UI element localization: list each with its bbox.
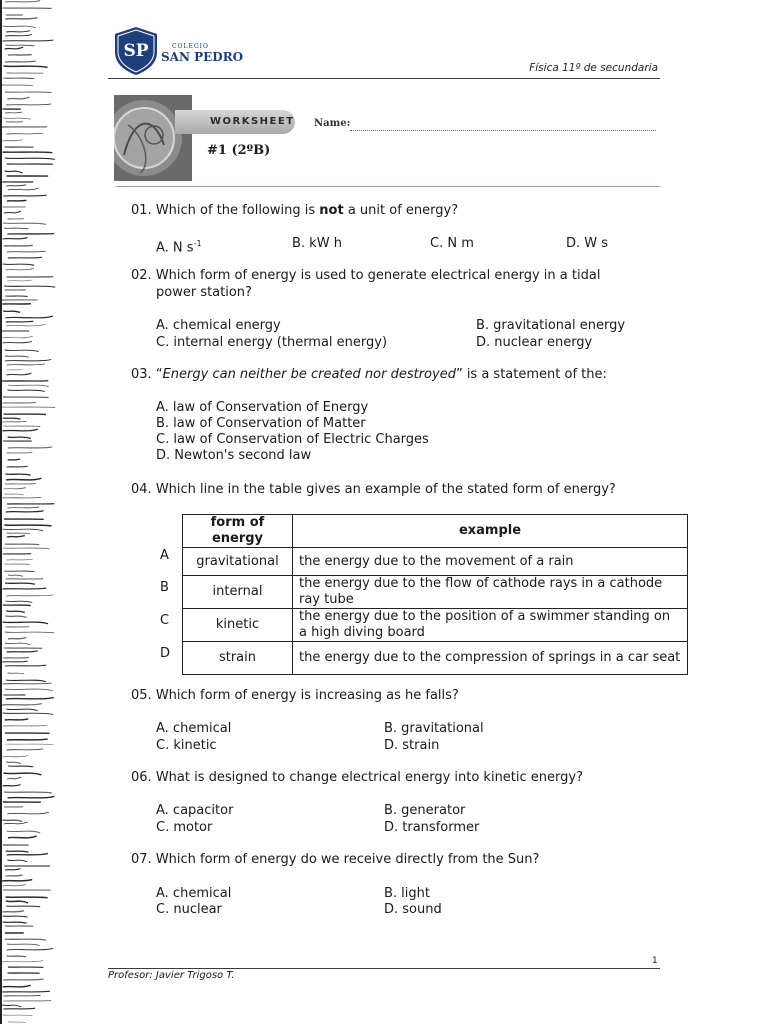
form-cell: strain bbox=[183, 642, 293, 675]
form-cell: kinetic bbox=[183, 609, 293, 642]
option-b: B. gravitational energy bbox=[476, 318, 626, 333]
option-b: B. generator bbox=[384, 803, 466, 818]
question-2 bbox=[131, 268, 600, 284]
question-number: 04. bbox=[131, 482, 152, 497]
question-5 bbox=[131, 688, 459, 704]
table-row bbox=[183, 642, 688, 675]
option-a: A. law of Conservation of Energy bbox=[156, 400, 369, 415]
school-shield-logo-icon bbox=[114, 26, 158, 76]
option-c: C. kinetic bbox=[156, 738, 217, 753]
question-6 bbox=[131, 770, 583, 786]
option-a: A. chemical bbox=[156, 886, 232, 901]
worksheet-number: #1 (2ºB) bbox=[207, 143, 271, 158]
option-c: C. N m bbox=[430, 236, 474, 251]
table-row bbox=[183, 609, 688, 642]
question-4 bbox=[131, 482, 616, 498]
option-d: D. transformer bbox=[384, 820, 480, 835]
footer-divider bbox=[108, 968, 660, 969]
worksheet-label: WORKSHEET bbox=[210, 116, 295, 127]
column-header-example: example bbox=[293, 515, 688, 548]
question-emphasis: not bbox=[319, 203, 344, 218]
question-text: Which form of energy do we receive directly from the Sun? bbox=[155, 852, 540, 867]
question-number: 01. bbox=[131, 203, 152, 218]
logo-initials: SP bbox=[123, 41, 149, 61]
option-b: B. light bbox=[384, 886, 430, 901]
option-c: C. motor bbox=[156, 820, 213, 835]
option-c: C. nuclear bbox=[156, 902, 222, 917]
example-cell: the energy due to the flow of cathode rays in a cathode ray tube bbox=[293, 576, 688, 609]
row-label-d: D bbox=[160, 646, 171, 661]
option-d: D. Newton's second law bbox=[156, 448, 312, 463]
option-b: B. kW h bbox=[292, 236, 342, 251]
quoted-statement: Energy can neither be created nor destroyed bbox=[162, 367, 456, 382]
teacher-name: Profesor: Javier Trigoso T. bbox=[108, 970, 235, 981]
option-a: A. capacitor bbox=[156, 803, 234, 818]
question-2-continued: power station? bbox=[156, 285, 252, 300]
option-b: B. law of Conservation of Matter bbox=[156, 416, 366, 431]
option-b: B. gravitational bbox=[384, 721, 484, 736]
name-label: Name: bbox=[314, 118, 351, 129]
worksheet-graphic-icon bbox=[114, 95, 192, 181]
row-label-a: A bbox=[160, 548, 169, 563]
option-c: C. internal energy (thermal energy) bbox=[156, 335, 388, 350]
logo-subtitle: COLEGIO bbox=[172, 43, 209, 50]
form-cell: gravitational bbox=[183, 548, 293, 576]
header-divider bbox=[108, 78, 660, 79]
example-cell: the energy due to the movement of a rain bbox=[293, 548, 688, 576]
option-a: A. chemical energy bbox=[156, 318, 281, 333]
question-1 bbox=[131, 203, 458, 219]
question-text: What is designed to change electrical energy into kinetic energy? bbox=[155, 770, 583, 785]
option-d: D. nuclear energy bbox=[476, 335, 593, 350]
question-text-end: a unit of energy? bbox=[343, 203, 459, 218]
question-number: 07. bbox=[131, 852, 152, 867]
school-name: SAN PEDRO bbox=[161, 50, 244, 64]
question-number: 06. bbox=[131, 770, 152, 785]
option-a: A. chemical bbox=[156, 721, 232, 736]
energy-table bbox=[182, 514, 688, 675]
question-3: 03. “Energy can neither be created nor destroyed” is a statement of the: bbox=[131, 367, 607, 382]
option-a: A. N $s^{-1}$ bbox=[156, 239, 202, 256]
table-header-row bbox=[183, 515, 688, 548]
table-row bbox=[183, 548, 688, 576]
question-number: 05. bbox=[131, 688, 152, 703]
page-number: 1 bbox=[652, 956, 658, 966]
option-d: D. W s bbox=[566, 236, 609, 251]
row-label-c: C bbox=[160, 613, 170, 628]
table-row bbox=[183, 576, 688, 609]
example-cell: the energy due to the compression of springs in a car seat bbox=[293, 642, 688, 675]
question-text: Which form of energy is used to generate electrical energy in a tidal bbox=[155, 268, 601, 283]
example-cell: the energy due to the position of a swimmer standing on a high diving board bbox=[293, 609, 688, 642]
column-header-form: form of energy bbox=[183, 515, 293, 548]
question-number: 03. bbox=[131, 367, 152, 382]
form-cell: internal bbox=[183, 576, 293, 609]
course-title: Física 11º de secundaria bbox=[529, 62, 658, 74]
option-d: D. sound bbox=[384, 902, 442, 917]
question-text: Which form of energy is increasing as he falls? bbox=[155, 688, 459, 703]
banner-divider bbox=[116, 186, 660, 187]
option-c: C. law of Conservation of Electric Charges bbox=[156, 432, 429, 447]
question-text: Which of the following is bbox=[155, 203, 320, 218]
option-d: D. strain bbox=[384, 738, 440, 753]
row-label-b: B bbox=[160, 580, 169, 595]
question-number: 02. bbox=[131, 268, 152, 283]
binding-edge bbox=[0, 0, 62, 1024]
question-text: Which line in the table gives an example of the stated form of energy? bbox=[155, 482, 616, 497]
question-7 bbox=[131, 852, 539, 868]
name-field[interactable] bbox=[350, 130, 656, 131]
